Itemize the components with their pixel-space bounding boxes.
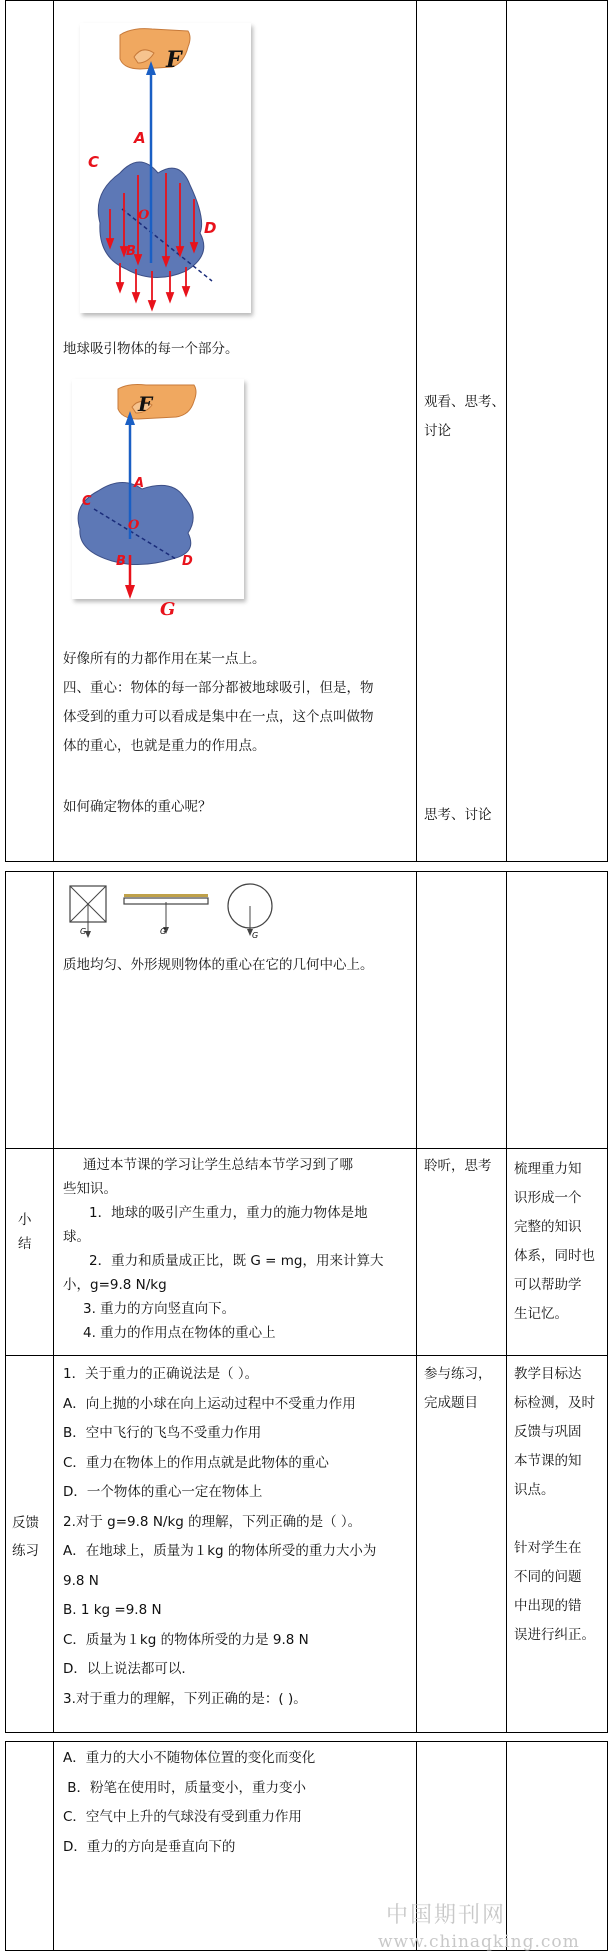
exercise-line: B. 1 kg =9.8 N bbox=[63, 1602, 162, 1618]
caption-every-part: 地球吸引物体的每一个部分。 bbox=[63, 341, 239, 357]
student-activity-1a: 观看、思考、 bbox=[424, 394, 505, 410]
summary-line: 1．地球的吸引产生重力，重力的施力物体是地 bbox=[89, 1205, 368, 1221]
center-definition-line1: 四、重心：物体的每一部分都被地球吸引，但是，物 bbox=[63, 680, 374, 696]
watermark-cn: 中国期刊网 bbox=[386, 1903, 507, 1928]
regular-center-statement: 质地均匀、外形规则物体的重心在它的几何中心上。 bbox=[63, 957, 374, 973]
option-line: D．重力的方向是垂直向下的 bbox=[63, 1838, 236, 1855]
option-line: B．粉笔在使用时，质量变小，重力变小 bbox=[63, 1779, 307, 1796]
intent-line: 生记忆。 bbox=[514, 1306, 568, 1322]
intent-line: 误进行纠正。 bbox=[514, 1627, 595, 1643]
weight-label-g: G bbox=[160, 599, 176, 620]
regular-shapes-figure bbox=[64, 882, 294, 952]
center-label-o: O bbox=[138, 208, 150, 223]
summary-content bbox=[63, 1153, 413, 1345]
exercise-line: 2.对于 g=9.8 N/kg 的理解，下列正确的是（ ）。 bbox=[63, 1513, 362, 1530]
point-d-label: D bbox=[204, 219, 217, 237]
summary-line: 些知识。 bbox=[63, 1181, 117, 1197]
intent-line: 可以帮助学 bbox=[514, 1277, 582, 1293]
intent-line: 中出现的错 bbox=[514, 1598, 582, 1614]
summary-line: 小，g=9.8 N/kg bbox=[63, 1277, 167, 1293]
exercise-line: D．以上说法都可以. bbox=[63, 1661, 186, 1677]
exercise-line: D．一个物体的重心一定在物体上 bbox=[63, 1484, 263, 1500]
intent-line: 教学目标达 bbox=[514, 1366, 582, 1382]
intent-line: 识形成一个 bbox=[514, 1190, 582, 1206]
g-label-rod: G bbox=[160, 927, 167, 936]
student-line: 完成题目 bbox=[424, 1395, 478, 1411]
student-activity-1b: 讨论 bbox=[424, 423, 451, 439]
intent-line bbox=[514, 1505, 606, 1534]
intent-line: 不同的问题 bbox=[514, 1569, 582, 1585]
intent-line: 完整的知识 bbox=[514, 1219, 582, 1235]
force-label: F bbox=[166, 47, 182, 73]
point-b-label-2: B bbox=[116, 554, 126, 569]
exercise-line: 9.8 N bbox=[63, 1572, 99, 1589]
point-d-label-2: D bbox=[182, 554, 193, 569]
exercise-line: C．质量为１kg 的物体所受的力是 9.8 N bbox=[63, 1631, 309, 1648]
gravity-every-part-figure bbox=[80, 23, 251, 313]
intent-line: 识点。 bbox=[514, 1482, 555, 1498]
exercise-line: A．向上抛的小球在向上运动过程中不受重力作用 bbox=[63, 1395, 356, 1412]
feedback-label-1: 反馈 bbox=[12, 1515, 39, 1531]
student-activity-2: 思考、讨论 bbox=[424, 807, 492, 823]
summary-line: 3. 重力的方向竖直向下。 bbox=[83, 1301, 236, 1317]
summary-row bbox=[6, 1148, 607, 1355]
option-line: C．空气中上升的气球没有受到重力作用 bbox=[63, 1809, 302, 1825]
intent-line: 梳理重力知 bbox=[514, 1161, 582, 1177]
point-c-label-2: C bbox=[82, 494, 92, 509]
student-line: 参与练习， bbox=[424, 1366, 492, 1382]
lesson-table-part1 bbox=[5, 0, 608, 862]
center-definition-line2: 体受到的重力可以看成是集中在一点，这个点叫做物 bbox=[63, 709, 374, 725]
feedback-row bbox=[6, 1355, 607, 1734]
exercise-line: A．在地球上，质量为１kg 的物体所受的重力大小为 bbox=[63, 1543, 377, 1559]
intent-line: 本节课的知 bbox=[514, 1453, 582, 1469]
summary-label-2: 结 bbox=[18, 1236, 32, 1252]
caption-single-point: 好像所有的力都作用在某一点上。 bbox=[63, 651, 266, 667]
feedback-student-activity bbox=[424, 1360, 492, 1418]
center-definition-line3: 体的重心，也就是重力的作用点。 bbox=[63, 738, 266, 754]
point-c-label: C bbox=[88, 153, 100, 171]
intent-line: 体系，同时也 bbox=[514, 1248, 595, 1264]
g-label-circle: G bbox=[252, 931, 259, 940]
feedback-content bbox=[63, 1360, 413, 1714]
intent-line: 反馈与巩固 bbox=[514, 1424, 582, 1440]
summary-student-activity: 聆听，思考 bbox=[424, 1158, 492, 1174]
point-a-label: A bbox=[134, 129, 146, 147]
intent-line: 针对学生在 bbox=[514, 1540, 582, 1556]
exercise-line: C．重力在物体上的作用点就是此物体的重心 bbox=[63, 1454, 329, 1471]
exercise-line: B．空中飞行的飞鸟不受重力作用 bbox=[63, 1425, 262, 1441]
question-center: 如何确定物体的重心呢？ bbox=[63, 799, 212, 815]
summary-line: 2．重力和质量成正比，既 G = mg，用来计算大 bbox=[89, 1253, 384, 1269]
force-label-2: F bbox=[138, 392, 153, 416]
lesson-table-part3 bbox=[5, 1741, 608, 1951]
summary-intent bbox=[514, 1155, 606, 1329]
summary-label-1: 小 bbox=[18, 1212, 32, 1228]
summary-line: 通过本节课的学习让学生总结本节学习到了哪 bbox=[83, 1157, 353, 1173]
feedback-intent bbox=[514, 1360, 606, 1650]
gravity-single-point-figure bbox=[72, 379, 244, 599]
g-label-square: G bbox=[80, 927, 87, 936]
point-b-label: B bbox=[126, 244, 136, 259]
intent-line: 标检测，及时 bbox=[514, 1395, 595, 1411]
exercise-line: 1．关于重力的正确说法是（ ）。 bbox=[63, 1366, 259, 1382]
lesson-table-part2 bbox=[5, 871, 608, 1733]
feedback-label-2: 练习 bbox=[12, 1543, 39, 1559]
exercise-options bbox=[63, 1744, 413, 1862]
center-label-o-2: O bbox=[128, 518, 140, 533]
watermark-url: www.chinaqking.com bbox=[378, 1932, 580, 1952]
point-a-label-2: A bbox=[134, 476, 145, 491]
summary-line: 4. 重力的作用点在物体的重心上 bbox=[83, 1325, 276, 1341]
exercise-line: 3.对于重力的理解，下列正确的是：( )。 bbox=[63, 1690, 307, 1707]
summary-line: 球。 bbox=[63, 1229, 90, 1245]
option-line: A．重力的大小不随物体位置的变化而变化 bbox=[63, 1750, 316, 1766]
